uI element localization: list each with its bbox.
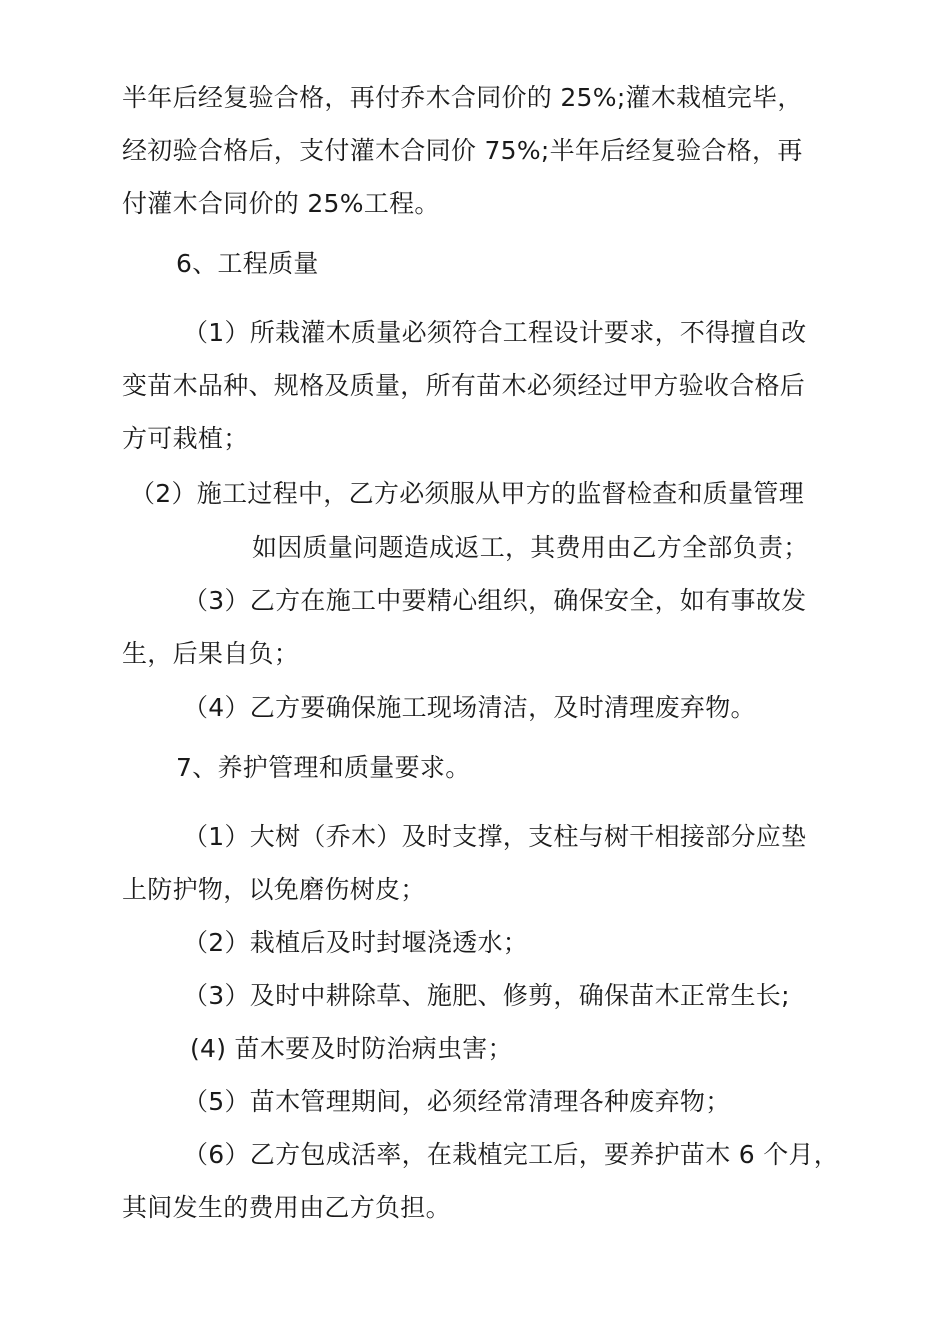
quality-item-2-line-1: （2）施工过程中，乙方必须服从甲方的监督检查和质量管理 bbox=[130, 479, 805, 508]
payment-text-line-2: 经初验合格后，支付灌木合同价 75%;半年后经复验合格，再 bbox=[122, 136, 803, 165]
maintenance-item-5: （5）苗木管理期间，必须经常清理各种废弃物； bbox=[183, 1087, 731, 1116]
maintenance-item-6-line-2: 其间发生的费用由乙方负担。 bbox=[122, 1193, 451, 1222]
payment-text-line-1: 半年后经复验合格，再付乔木合同价的 25%;灌木栽植完毕， bbox=[122, 83, 803, 112]
section-heading-quality: 6、工程质量 bbox=[176, 249, 319, 278]
quality-item-1-line-2: 变苗木品种、规格及质量，所有苗木必须经过甲方验收合格后 bbox=[122, 371, 806, 400]
quality-item-3-line-1: （3）乙方在施工中要精心组织，确保安全，如有事故发 bbox=[183, 586, 807, 615]
maintenance-item-3: （3）及时中耕除草、施肥、修剪，确保苗木正常生长; bbox=[183, 981, 790, 1010]
maintenance-item-1-line-2: 上防护物，以免磨伤树皮； bbox=[122, 875, 426, 904]
quality-item-1-line-1: （1）所栽灌木质量必须符合工程设计要求，不得擅自改 bbox=[183, 318, 807, 347]
maintenance-item-6-line-1: （6）乙方包成活率，在栽植完工后，要养护苗木 6 个月， bbox=[183, 1140, 840, 1169]
quality-item-4: （4）乙方要确保施工现场清洁，及时清理废弃物。 bbox=[183, 693, 756, 722]
quality-item-3-line-2: 生，后果自负； bbox=[122, 639, 300, 668]
maintenance-item-4: (4) 苗木要及时防治病虫害； bbox=[190, 1034, 513, 1063]
quality-item-1-line-3: 方可栽植； bbox=[122, 424, 249, 453]
maintenance-item-1-line-1: （1）大树（乔木）及时支撑，支柱与树干相接部分应垫 bbox=[183, 822, 807, 851]
payment-text-line-3: 付灌木合同价的 25%工程。 bbox=[122, 189, 440, 218]
quality-item-2-line-2: 如因质量问题造成返工，其费用由乙方全部负责； bbox=[252, 533, 809, 562]
section-heading-maintenance: 7、养护管理和质量要求。 bbox=[176, 753, 471, 782]
maintenance-item-2: （2）栽植后及时封堰浇透水； bbox=[183, 928, 529, 957]
